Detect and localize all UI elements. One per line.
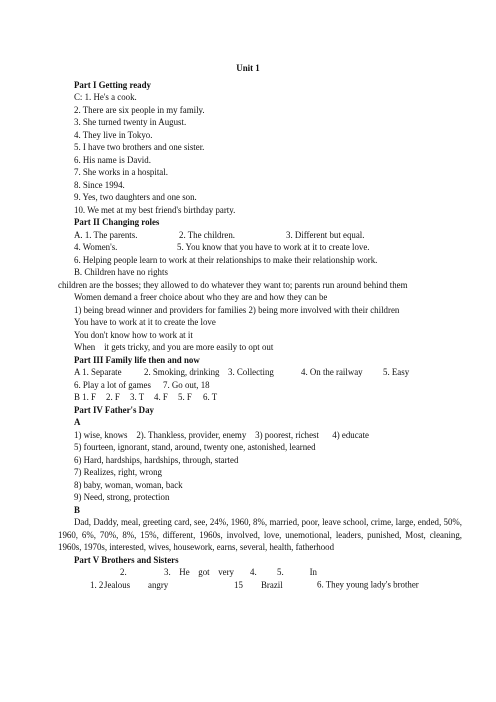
part3-a-item: 3. Collecting: [228, 367, 274, 377]
part1-line: 5. I have two brothers and one sister.: [74, 142, 205, 152]
part3-a-row: [74, 366, 462, 379]
part4-heading: Part IV Father's Day: [74, 404, 154, 415]
part4-a-line: 7) Realizes, right, wrong: [74, 467, 162, 477]
part3-heading: Part III Family life then and now: [74, 354, 200, 365]
part4-b-label: B: [74, 504, 80, 515]
part4-a-line: 1) wise, knows 2). Thankless, provider, enemy 3) poorest, richest 4) educate: [74, 429, 369, 440]
part5-item: 6. They young lady's brother: [317, 579, 419, 590]
part1-line: 3. She turned twenty in August.: [74, 117, 187, 127]
part3-a-item: 6. Play a lot of games: [74, 379, 151, 390]
part3-b-item: 5. F: [178, 392, 192, 402]
part4-a-line: 9) Need, strong, protection: [74, 492, 170, 502]
part2-b-line: 1) being bread winner and providers for families 2) being more involved with their children: [74, 304, 400, 315]
part4-a-line: 6) Hard, hardships, hardships, through, started: [74, 454, 239, 465]
part5-item: 5. In Brazil: [261, 567, 317, 590]
part2-b-line: Women demand a freer choice about who they are and how they can be: [74, 292, 328, 302]
part5-item: 2. Jealous: [104, 567, 131, 590]
part3-a-row2: [74, 379, 462, 392]
part4-a-label: A: [74, 417, 81, 427]
part4-a-line: 5) fourteen, ignorant, stand, around, twenty one, astonished, learned: [74, 442, 316, 452]
part3-a-item: 2. Smoking, drinking: [144, 367, 220, 377]
part2-b-line: When it gets tricky, and you are more easily to opt out: [74, 342, 274, 352]
part3-b-item: 2. F: [106, 392, 120, 402]
part2-a-row: [74, 229, 462, 242]
part3-b-item: 6. T: [203, 392, 218, 402]
part3-a-item: 7. Go out, 18: [163, 379, 210, 390]
part3-b-item: B 1. F: [74, 392, 96, 402]
part1-line: 8. Since 1994.: [74, 179, 125, 190]
part3-b-item: 4. F: [154, 392, 168, 402]
part2-a2: 2. The children.: [179, 229, 236, 240]
part2-heading: Part II Changing roles: [74, 217, 160, 227]
part3-b-row: [74, 391, 462, 404]
part5-heading: Part V Brothers and Sisters: [74, 554, 179, 565]
part5-item: 1. 2: [90, 579, 104, 590]
part1-line: 4. They live in Tokyo.: [74, 129, 153, 140]
part3-a-item: A 1. Separate: [74, 367, 122, 377]
part5-item: 4. 15: [234, 567, 257, 590]
part2-a3: 3. Different but equal.: [286, 229, 365, 240]
part2-b-line: You don't know how to work at it: [74, 329, 193, 340]
unit-title: Unit 1: [236, 63, 260, 73]
part1-heading: Part I Getting ready: [74, 79, 151, 90]
part1-line: 7. She works in a hospital.: [74, 167, 168, 177]
part1-line: C: 1. He's a cook.: [74, 92, 137, 102]
part2-b-heading: B. Children have no rights: [74, 267, 168, 277]
part3-b-item: 3. T: [130, 392, 145, 402]
part3-a-item: 5. Easy: [383, 367, 410, 377]
part1-line: 9. Yes, two daughters and one son.: [74, 192, 197, 202]
part5-item: 3. He got very angry: [148, 567, 234, 590]
part2-b-line: You have to work at it to create the love: [74, 317, 216, 327]
part1-line: 6. His name is David.: [74, 154, 151, 165]
part2-b-paragraph: children are the bosses; they allowed to do whatever they want to; parents run around behind them: [58, 279, 408, 290]
part2-a5: 5. You know that you have to work at it to create love.: [177, 242, 370, 252]
part1-line: 2. There are six people in my family.: [74, 104, 205, 115]
part2-a6: 6. Helping people learn to work at their relationships to make their relationship work.: [74, 254, 378, 265]
part2-a-row2: [74, 241, 462, 254]
part5-row: [58, 566, 462, 591]
part4-a-line: 8) baby, woman, woman, back: [74, 479, 183, 490]
part2-a4: 4. Women's.: [74, 242, 118, 252]
part4-b-paragraph: Dad, Daddy, meal, greeting card, see, 24%, 1960, 8%, married, poor, leave school, crime, large, ended, 50%, 1960, 6%, 70%, 8%, 15%, different, 1960s, involved, love, unemotional, leaders, punished, Most, cleaning, 1960s, 1970s, interested, wives, housework, earns, several, health, fatherhood: [58, 517, 462, 552]
part1-line: 10. We met at my best friend's birthday party.: [74, 204, 236, 215]
part2-a1: A. 1. The parents.: [74, 229, 138, 240]
part3-a-item: 4. On the railway: [301, 367, 363, 377]
